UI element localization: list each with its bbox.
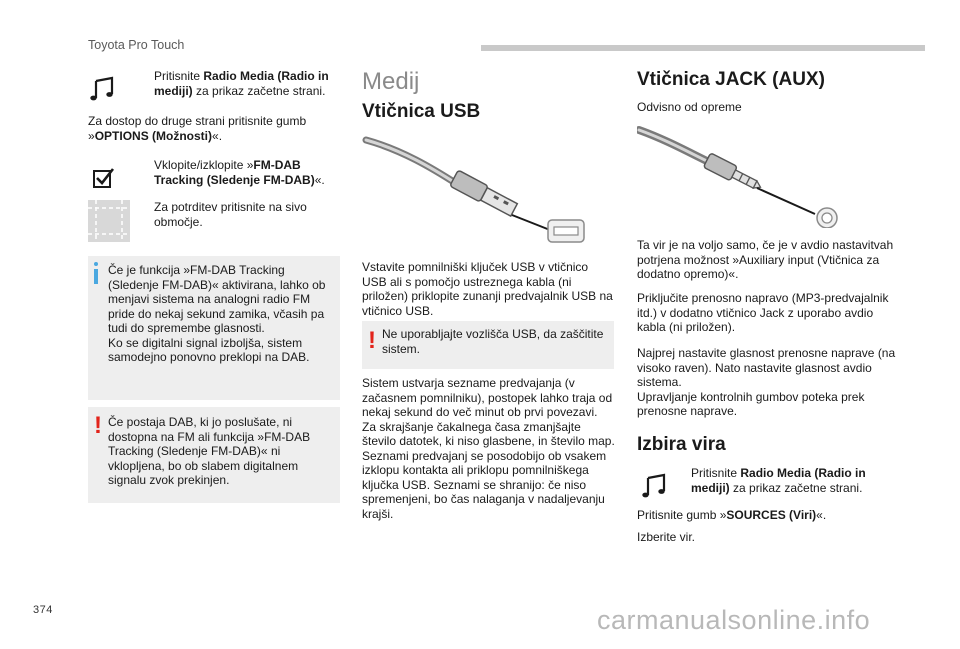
- music-note-icon: [88, 72, 120, 104]
- page-number: 374: [33, 604, 53, 616]
- grey-area-icon: [88, 200, 130, 242]
- usb-illustration: [362, 130, 592, 250]
- jack-para-2: Priključite prenosno napravo (MP3-predvajalnik itd.) v dodatno vtičnico Jack z uporabo avdio kabla (ni priložen).: [637, 291, 889, 334]
- usb-warning-text: Ne uporabljajte vozlišča USB, da zaščitite sistem.: [382, 327, 604, 356]
- jack-para-1: Ta vir je na voljo samo, če je v avdio nastavitvah potrjena možnost »Auxiliary input (Vtičnica za dodatno opremo)«.: [637, 238, 894, 281]
- info-icon: [94, 262, 98, 284]
- usb-warning-note: [362, 321, 614, 369]
- jack-para-option: Odvisno od opreme: [637, 100, 742, 114]
- checkbox-icon: [88, 162, 120, 194]
- header-bar: [481, 45, 925, 51]
- para-sources: Pritisnite gumb »SOURCES (Viri)«.: [637, 508, 827, 522]
- para-select-source: Izberite vir.: [637, 530, 696, 544]
- step-open-home: Pritisnite Radio Media (Radio in mediji) za prikaz začetne strani.: [154, 69, 329, 98]
- jack-illustration: [637, 118, 867, 228]
- jack-para-3: Najprej nastavite glasnost prenosne naprave (na visoko raven). Nato nastavite glasnost avdio sistema. Upravljanje kontrolnih gumbov poteka prek prenosne naprave.: [637, 346, 896, 418]
- usb-para-1: Vstavite pomnilniški ključek USB v vtičnico USB ali s pomočjo ustreznega kabla (ni priložen) priklopite zunanji predvajalnik USB na vtičnico USB.: [362, 260, 613, 318]
- info-note: [88, 256, 340, 400]
- warning-exclamation-icon: !: [94, 412, 102, 439]
- usb-heading: Vtičnica USB: [362, 101, 481, 122]
- step-toggle-tracking: Vklopite/izklopite »FM-DAB Tracking (Sledenje FM-DAB)«.: [154, 158, 325, 187]
- running-header: Toyota Pro Touch: [88, 38, 185, 52]
- source-heading: Izbira vira: [637, 434, 726, 455]
- watermark: carmanualsonline.info: [597, 605, 871, 635]
- para-options: Za dostop do druge strani pritisnite gumb »OPTIONS (Možnosti)«.: [88, 114, 307, 143]
- step-open-home-2: Pritisnite Radio Media (Radio in mediji) za prikaz začetne strani.: [691, 466, 866, 495]
- section-title: Medij: [362, 68, 420, 95]
- usb-para-2: Sistem ustvarja sezname predvajanja (v začasnem pomnilniku), postopek lahko traja od nekaj sekund do več minut ob prvi povezavi. Za skrajšanje čakalnega časa zmanjšajte število datotek, ki niso glasbene, in število map. Seznami predvajanj se posodobijo ob vsakem izklopu kontakta ali priklopu pomnilniškega ključka USB. Seznami se shranijo: če niso spremenjeni, bo čas nalaganja v nadaljevanju krajši.: [362, 376, 615, 521]
- warning-note: [88, 407, 340, 503]
- warning-exclamation-icon: !: [368, 327, 376, 354]
- step-confirm: Za potrditev pritisnite na sivo območje.: [154, 200, 307, 229]
- warning-note-text: Če postaja DAB, ki jo poslušate, ni dostopna na FM ali funkcija »FM-DAB Tracking (Sledenje FM-DAB)« ni vklopljena, bo ob slabem digitalnem signalu zvok prekinjen.: [108, 415, 311, 487]
- jack-heading: Vtičnica JACK (AUX): [637, 69, 825, 90]
- info-note-text: Če je funkcija »FM-DAB Tracking (Sledenje FM-DAB)« aktivirana, lahko ob menjavi sistema na analogni radio FM pride do nekaj sekund zamika, včasih pa tudi do spremembe glasnosti. Ko se digitalni signal izboljša, sistem samodejno ponovno preklopi na DAB.: [108, 263, 326, 364]
- music-note-icon: [640, 469, 672, 501]
